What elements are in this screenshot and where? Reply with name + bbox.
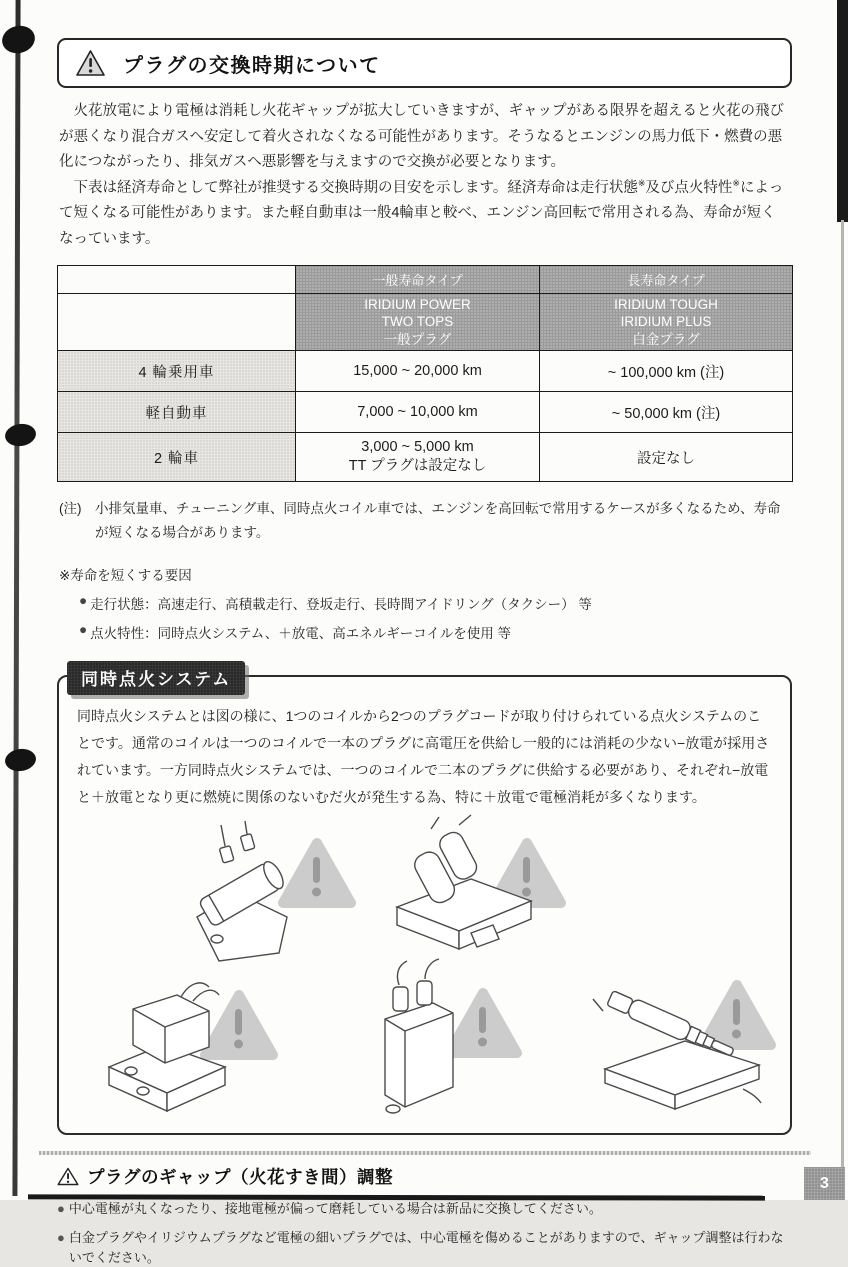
warning-triangle-icon <box>205 995 273 1055</box>
cell-general-interval: 15,000 ~ 20,000 km <box>296 351 540 392</box>
col-header-general-type: 一般寿命タイプ <box>296 266 540 294</box>
page-number: 3 <box>820 1174 829 1192</box>
ignition-coil-drawing <box>197 821 287 961</box>
simultaneous-ignition-body: 同時点火システムとは図の様に、1つのコイルから2つのプラグコードが取り付けられている点火システムのことです。通常のコイルは一つのコイルで一本のプラグに高電圧を供給し一般的には消耗の少ない−放電が採用されています。一方同時点火システムでは、一つのコイルで二本のプラグに供給する必要があり、それぞれ−放電と＋放電となり更に燃焼に関係のないむだ火が発生する為、特に＋放電で電極消耗が多くなります。 <box>77 708 770 805</box>
page-content <box>57 38 792 1267</box>
cell-longlife-interval: ~ 50,000 km (注) <box>540 392 793 433</box>
bullet-icon: ● <box>79 593 88 609</box>
cell-longlife-interval: ~ 100,000 km (注) <box>540 351 793 392</box>
bullet-icon: ● <box>57 1230 65 1246</box>
binding-hole-middle <box>4 422 38 448</box>
replacement-interval-table <box>57 265 793 482</box>
footnote-text: 小排気量車、チューニング車、同時点火コイル車では、エンジンを高回転で常用するケースが多くなるため、寿命が短くなる場合があります。 <box>95 501 781 540</box>
col-header-general-brands: IRIDIUM POWER TWO TOPS 一般プラグ <box>296 294 540 351</box>
scan-edge-line-right <box>841 220 844 1200</box>
ignition-coil-drawing <box>385 959 453 1113</box>
coil-double-boot-figure <box>375 815 575 975</box>
gap-section-heading <box>57 1164 792 1189</box>
warning-triangle-icon <box>283 843 351 903</box>
ref-mark: ※ <box>637 177 646 188</box>
gap-instruction-1: ● 中心電極が丸くなったり、接地電極が偏って磨耗している場合は新品に交換してください。 <box>57 1199 792 1219</box>
col-header-longlife-brands: IRIDIUM TOUGH IRIDIUM PLUS 白金プラグ <box>540 294 793 351</box>
gap-section-title: プラグのギャップ（火花すき間）調整 <box>87 1166 393 1187</box>
simultaneous-ignition-title: 同時点火システム <box>67 661 245 695</box>
row-label: 軽自動車 <box>58 392 296 433</box>
table-row-motorcycle <box>58 433 793 482</box>
cell-longlife-interval: 設定なし <box>540 433 793 482</box>
factor-driving-condition: ● 走行状態：高速走行、高積載走行、登坂走行、長時間アイドリング（タクシー） 等 <box>79 593 592 613</box>
scan-edge-line-left <box>12 0 20 1196</box>
warning-triangle-icon <box>75 49 106 77</box>
factors-title: ※寿命を短くする要因 <box>59 568 192 584</box>
intro-paragraphs <box>59 99 790 252</box>
intro-paragraph-2: 下表は経済寿命として弊社が推奨する交換時期の目安を示します。経済寿命は走行状態※及び点火特性※によって短くなる可能性があります。また軽自動車は一般4輪車と較べ、エンジン高回転で常用される為、寿命が短くなっています。 <box>59 177 784 247</box>
scan-edge-bar-right <box>837 0 848 222</box>
col-header-longlife-type: 長寿命タイプ <box>540 266 793 294</box>
footnote-label: (注) <box>59 501 82 517</box>
ref-mark: ※ <box>732 177 740 188</box>
table-blank-cell <box>58 266 296 294</box>
table-row-kei-car <box>58 392 793 433</box>
gap-instruction-2: ● 白金プラグやイリジウムプラグなど電極の細いプラグでは、中心電極を傷めることがありますので、ギャップ調整は行わないでください。 <box>57 1228 792 1267</box>
ignition-coil-drawing <box>109 983 225 1111</box>
coil-twin-tower-figure <box>333 959 533 1123</box>
intro-paragraph-1: 火花放電により電極は消耗し火花ギャップが拡大していきますが、ギャップがある限界を超えると火花の飛びが悪くなり混合ガスへ安定して着火されなくなる可能性があります。そうなるとエンジンの馬力低下・燃費の悪化につながったり、排気ガスへ悪影響を与えますので交換が必要となります。 <box>59 103 784 171</box>
binding-hole-top <box>0 22 38 56</box>
coil-two-terminal-bracket-figure <box>179 821 365 969</box>
cell-general-interval: 3,000 ~ 5,000 km TT プラグは設定なし <box>296 433 540 482</box>
halftone-divider <box>39 1151 811 1155</box>
coil-illustrations <box>75 815 774 1127</box>
table-header-type-row <box>58 266 793 294</box>
simultaneous-ignition-box <box>57 670 792 1135</box>
page-number-badge <box>804 1167 845 1200</box>
row-label: 2 輪車 <box>58 433 296 482</box>
table-blank-cell <box>58 294 296 351</box>
section-title-box <box>57 38 792 88</box>
table-footnote <box>59 497 792 544</box>
row-label: 4 輪乗用車 <box>58 351 296 392</box>
table-row-passenger-car <box>58 351 793 392</box>
coil-block-flange-figure <box>97 967 287 1119</box>
table-header-brand-row <box>58 294 793 351</box>
pencil-coil-figure <box>575 967 785 1117</box>
factor-ignition-characteristic: ● 点火特性：同時点火システム、＋放電、高エネルギーコイルを使用 等 <box>79 622 512 642</box>
warning-triangle-icon <box>703 985 771 1045</box>
page-title: プラグの交換時期について <box>123 54 381 77</box>
binding-hole-bottom <box>4 747 38 773</box>
bullet-icon: ● <box>79 622 88 638</box>
cell-general-interval: 7,000 ~ 10,000 km <box>296 392 540 433</box>
warning-triangle-icon <box>449 993 517 1053</box>
bullet-icon: ● <box>57 1200 65 1216</box>
warning-triangle-icon <box>57 1167 79 1186</box>
life-shortening-factors <box>59 564 792 642</box>
